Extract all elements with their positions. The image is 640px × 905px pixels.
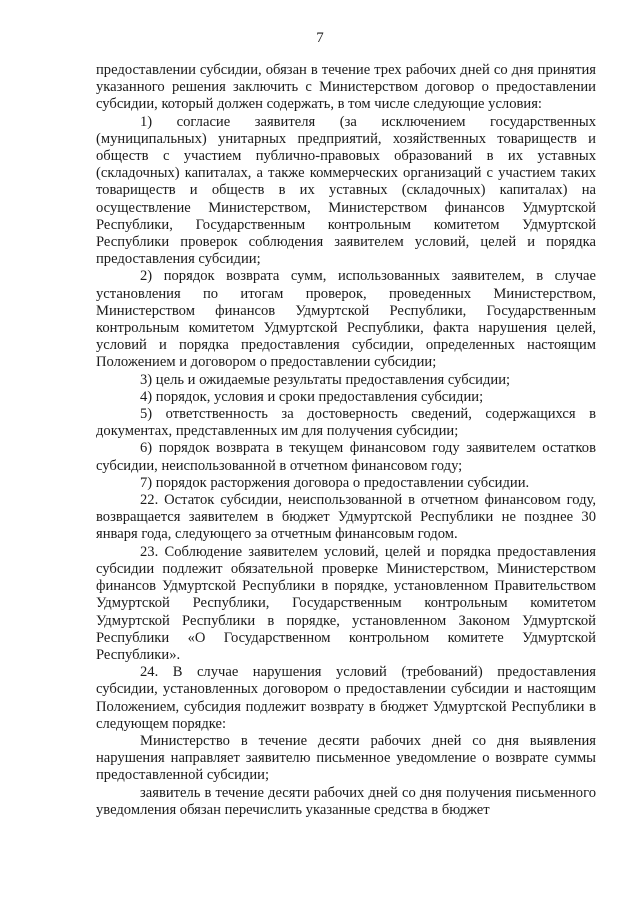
paragraph-condition-3: 3) цель и ожидаемые результаты предоставления субсидии; [140, 371, 511, 388]
paragraph-clause-22: 22. Остаток субсидии, неиспользованной в отчетном финансовом году, возвращается заявителем в бюджет Удмуртской Республики не позднее 30 января года, следующего за отчетным финансовым годом. [96, 492, 596, 543]
document-body [96, 62, 596, 819]
paragraph-condition-6: 6) порядок возврата в текущем финансовом году заявителем остатков субсидии, неиспользованной в отчетном финансовом году; [96, 440, 596, 474]
paragraph-ministry-notice: Министерство в течение десяти рабочих дней со дня выявления нарушения направляет заявителю письменное уведомление о возврате суммы предоставленной субсидии; [96, 732, 596, 784]
paragraph-condition-1: 1) согласие заявителя (за исключением государственных (муниципальных) унитарных предприятий, хозяйственных товариществ и обществ с участием публично-правовых образований в их уставных (складочных) капиталах, а также коммерческих организаций с участием таких товариществ и обществ в их уставных (складочных) капиталах) на осуществление Министерством, Министерством финансов Удмуртской Республики, Государственным контрольным комитетом Удмуртской Республики проверок соблюдения заявителем условий, целей и порядка предоставления субсидии; [96, 113, 596, 268]
paragraph-clause-24: 24. В случае нарушения условий (требований) предоставления субсидии, установленных договором о предоставлении субсидии и настоящим Положением, субсидия подлежит возврату в бюджет Удмуртской Республики в следующем порядке: [96, 664, 596, 732]
paragraph-condition-7: 7) порядок расторжения договора о предоставлении субсидии. [140, 474, 530, 491]
paragraph-applicant-refund: заявитель в течение десяти рабочих дней со дня получения письменного уведомления обязан перечислить указанные средства в бюджет [96, 784, 596, 818]
paragraph-clause-23: 23. Соблюдение заявителем условий, целей и порядка предоставления субсидии подлежит обязательной проверке Министерством, Министерством финансов Удмуртской Республики в порядке, установленном Правительством Удмуртской Республики, Государственным контрольным комитетом Удмуртской Республики в порядке, установленном Законом Удмуртской Республики «О Государственном контрольном комитете Удмуртской Республики». [96, 543, 596, 663]
paragraph-condition-2: 2) порядок возврата сумм, использованных заявителем, в случае установления по итогам проверок, проведенных Министерством, Министерством финансов Удмуртской Республики, Государственным контрольным комитетом Удмуртской Республики, факта нарушения целей, условий и порядка предоставления субсидии, определенных настоящим Положением и договором о предоставлении субсидии; [96, 268, 596, 371]
paragraph-condition-4: 4) порядок, условия и сроки предоставления субсидии; [140, 388, 484, 405]
page-number: 7 [316, 30, 324, 46]
paragraph-condition-5: 5) ответственность за достоверность сведений, содержащихся в документах, представленных им для получения субсидии; [96, 406, 596, 440]
paragraph-continuation: предоставлении субсидии, обязан в течение трех рабочих дней со дня принятия указанного решения заключить с Министерством договор о предоставлении субсидии, который должен содержать, в том числе следующие условия: [96, 62, 596, 113]
